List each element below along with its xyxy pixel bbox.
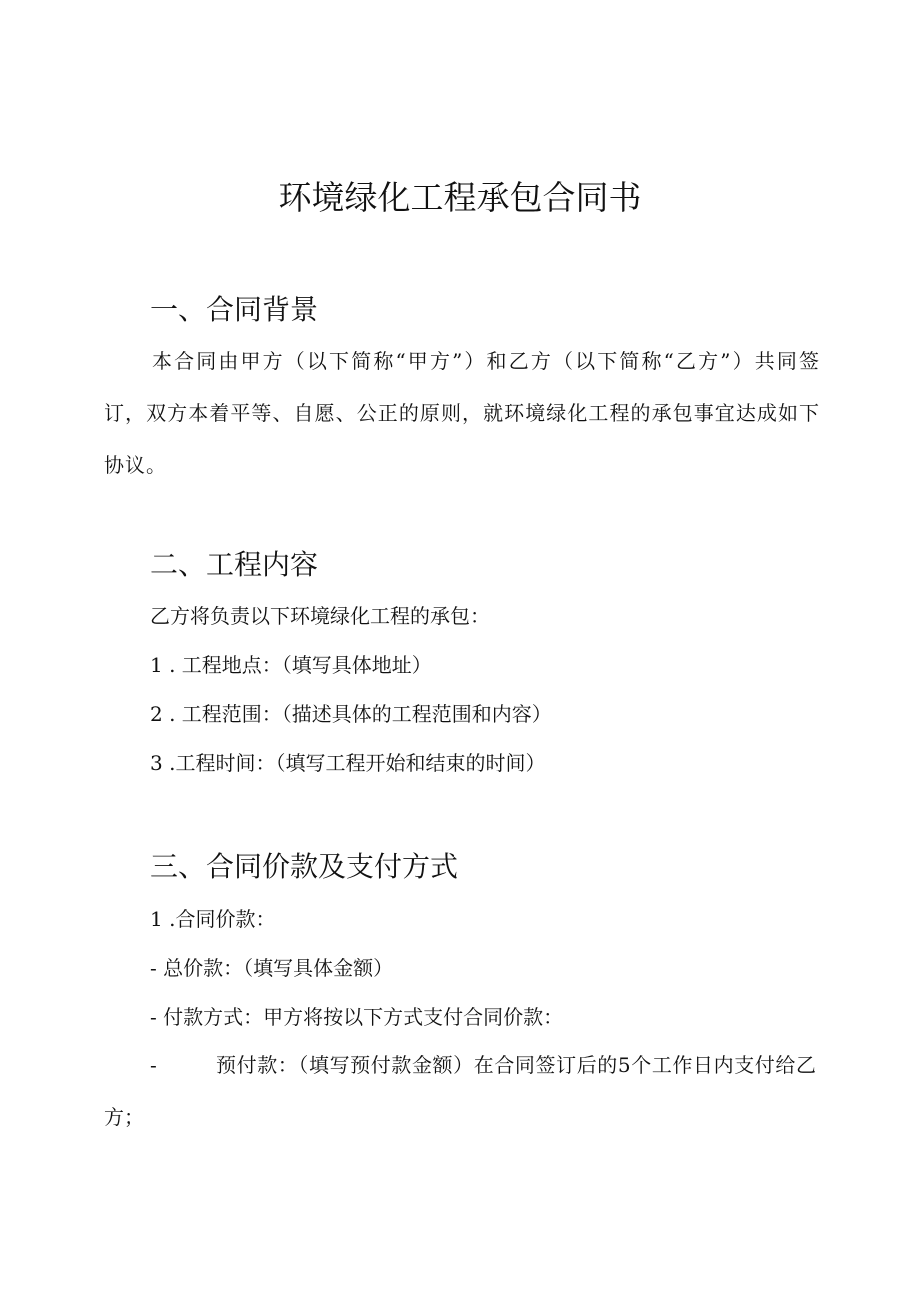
section-heading-background: 一、合同背景 bbox=[150, 293, 319, 326]
payment-method-line: - 付款方式：甲方将按以下方式支付合同价款： bbox=[150, 1005, 564, 1029]
prepay-dash: - bbox=[150, 1053, 157, 1077]
section-heading-content: 二、工程内容 bbox=[150, 548, 319, 581]
content-item-location: 1 . 工程地点：（填写具体地址） bbox=[150, 653, 432, 677]
prepayment-line: 预付款：（填写预付款金额）在合同签订后的5个工作日内支付给乙方； bbox=[104, 1053, 816, 1129]
price-sub-heading: 1 .合同价款： bbox=[150, 907, 276, 931]
content-item-time: 3 .工程时间：（填写工程开始和结束的时间） bbox=[150, 751, 546, 775]
content-intro: 乙方将负责以下环境绿化工程的承包： bbox=[150, 604, 490, 628]
background-paragraph: 本合同由甲方（以下简称“甲方”）和乙方（以下简称“乙方”）共同签订，双方本着平等、自愿、公正的原则，就环境绿化工程的承包事宜达成如下协议。 bbox=[104, 349, 820, 477]
content-item-scope: 2 . 工程范围：（描述具体的工程范围和内容） bbox=[150, 702, 552, 726]
total-price-line: - 总价款：（填写具体金额） bbox=[150, 956, 394, 980]
document-title: 环境绿化工程承包合同书 bbox=[278, 178, 642, 217]
section-heading-price: 三、合同价款及支付方式 bbox=[150, 850, 459, 883]
